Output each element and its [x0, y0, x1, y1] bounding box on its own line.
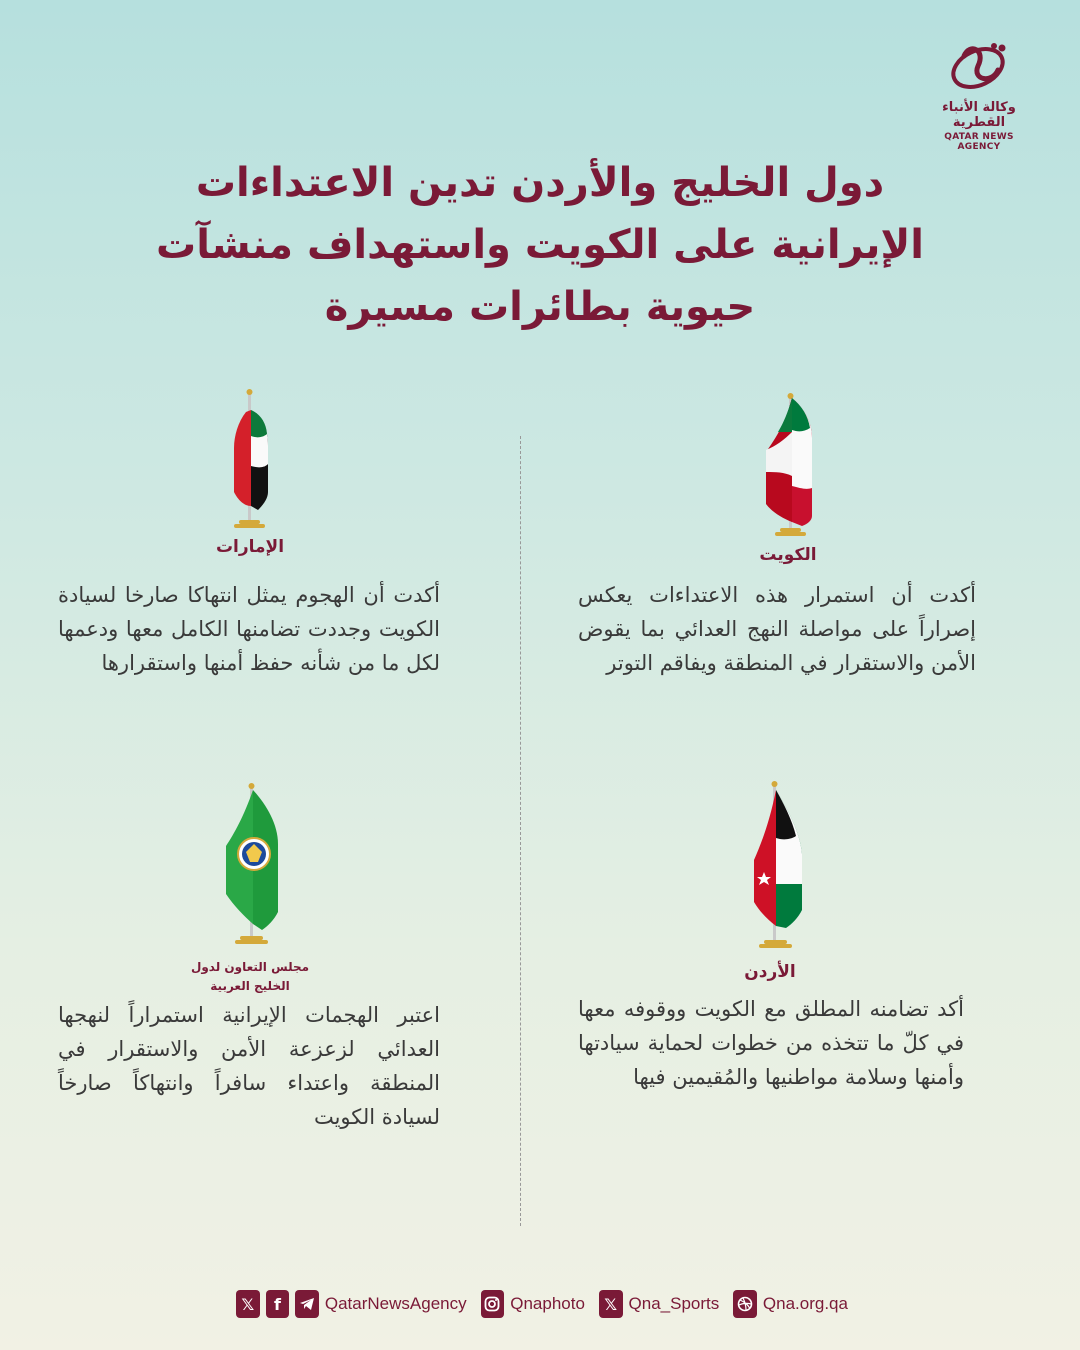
dribbble-icon[interactable]: [733, 1290, 757, 1318]
jordan-statement: أكد تضامنه المطلق مع الكويت ووقوفه معها في كلّ ما تتخذه من خطوات لحماية سيادتها وأمنها وسلامة مواطنيها والمُقيمين فيها: [578, 997, 964, 1089]
uae-statement: أكدت أن الهجوم يمثل انتهاكا صارخا لسيادة الكويت وجددت تضامنها الكامل معها ودعمها لكل ما من شأنه حفظ أمنها واستقرارها: [58, 583, 440, 675]
uae-flag-icon: [224, 388, 276, 532]
country-label-uae: الإمارات: [215, 537, 285, 557]
telegram-icon[interactable]: [295, 1290, 319, 1318]
instagram-icon[interactable]: [481, 1290, 505, 1318]
country-label-gcc: [170, 958, 330, 996]
jordan-flag-icon: [750, 780, 810, 952]
handle-website[interactable]: Qna.org.qa: [762, 1294, 848, 1313]
headline-line-1: دول الخليج والأردن تدين الاعتداءات: [195, 160, 885, 206]
headline-line-3: حيوية بطائرات مسيرة: [324, 284, 756, 330]
gcc-name-line-2: الخليج العربية: [210, 979, 290, 993]
handle-qnaphoto[interactable]: Qnaphoto: [510, 1294, 585, 1313]
brand-name-english: QATAR NEWS AGENCY: [944, 132, 1014, 152]
gcc-statement: اعتبر الهجمات الإيرانية استمراراً لنهجها العدائي لزعزعة الأمن والاستقرار في المنطقة واعتداء سافراً وانتهاكاً صارخاً لسيادة الكويت: [58, 1003, 440, 1129]
gcc-flag-icon: [222, 782, 284, 948]
gcc-name-line-1: مجلس التعاون لدول: [190, 960, 310, 974]
x-icon[interactable]: 𝕏: [599, 1290, 623, 1318]
facebook-icon[interactable]: f: [266, 1290, 290, 1318]
qna-logo: [924, 36, 1034, 152]
center-divider: [520, 436, 521, 1226]
headline-line-2: الإيرانية على الكويت واستهداف منشآت: [156, 222, 924, 268]
handle-qna-sports[interactable]: Qna_Sports: [628, 1294, 720, 1313]
x-icon[interactable]: 𝕏: [236, 1290, 260, 1318]
social-footer: [236, 1288, 856, 1320]
kuwait-flag-icon: [762, 392, 818, 540]
headline: [120, 152, 960, 338]
brand-name-arabic: وكالة الأنباء القطرية: [942, 100, 1016, 130]
handle-qatarnewsagency[interactable]: QatarNewsAgency: [324, 1294, 467, 1313]
country-label-jordan: الأردن: [744, 962, 796, 982]
kuwait-statement: أكدت أن استمرار هذه الاعتداءات يعكس إصراراً على مواصلة النهج العدائي بما يقوض الأمن والاستقرار في المنطقة ويفاقم التوتر: [578, 583, 976, 675]
country-label-kuwait: الكويت: [759, 545, 817, 565]
qna-emblem-icon: [942, 36, 1016, 98]
